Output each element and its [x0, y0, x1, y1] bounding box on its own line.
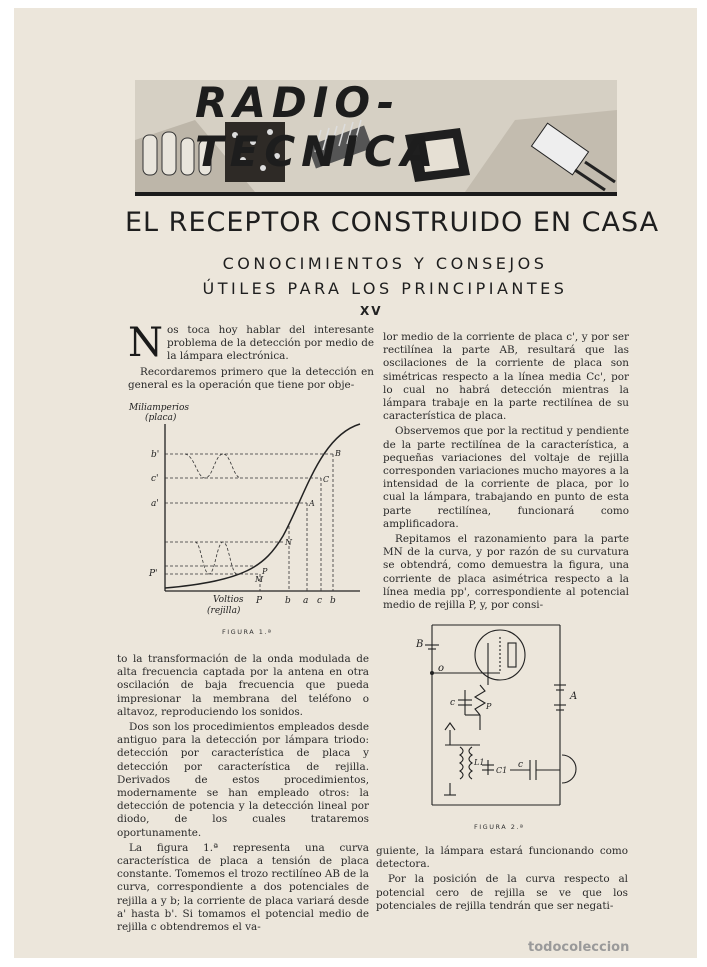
fig2-label-o: o [438, 663, 445, 674]
paragraph: to la transformación de la onda modulada de alta frecuencia captada por la antena en otra oscilación de baja frecuencia que pueda impresionar la membrana del teléfono o altavoz, reproduciendo los sonidos. [117, 653, 369, 718]
subheadline-line-1: CONOCIMIENTOS Y CONSEJOS [222, 254, 548, 273]
drop-cap: N [128, 320, 163, 366]
fig1-ylabel-line2: (placa) [145, 413, 177, 423]
fig1-point-b: B [335, 449, 341, 458]
figure-2-circuit-diagram [410, 615, 600, 815]
fig1-ytick-c-prime: c' [151, 474, 159, 484]
paragraph: Dos son los procedimientos empleados desde antiguo para la detección por lámpara triodo: detección por característica de placa y detección por característica de rejilla. Derivados de estos procedimientos, modernamente se han empleado otros: la detección de potencia y la detección lineal por diodo, de los cuales trataremos oportunamente. [117, 721, 369, 839]
fig1-ytick-a-prime: a' [151, 499, 159, 509]
fig1-point-c: C [323, 475, 330, 484]
fig1-xtick-b: b [285, 596, 291, 606]
fig2-label-a: A [570, 691, 578, 702]
figure-1-characteristic-curve [125, 396, 375, 646]
fig2-label-p: P [486, 702, 492, 711]
right-column-bottom [376, 845, 628, 915]
fig1-point-p: P [262, 567, 268, 576]
fig1-xtick-a: a [303, 596, 309, 606]
paragraph: guiente, la lámpara estará funcionando como detectora. [376, 845, 628, 871]
paragraph: os toca hoy hablar del interesante problema de la detección por medio de la lámpara electrónica. [167, 324, 374, 363]
left-column-top [128, 320, 374, 394]
left-column-bottom [117, 653, 369, 936]
paragraph: Recordaremos primero que la detección en general es la operación que tiene por obje- [128, 365, 374, 391]
part-number: XV [360, 304, 383, 318]
section-banner [135, 80, 617, 196]
fig2-label-l1: L1 [474, 758, 485, 767]
fig1-ytick-b-prime: b' [151, 450, 160, 460]
fig1-ytick-p-prime: P' [149, 569, 158, 579]
right-column-top [383, 331, 629, 614]
paragraph: Observemos que por la rectitud y pendiente de la parte rectilínea de la característica, a pequeñas variaciones del voltaje de rejilla corresponden variaciones mucho mayores a la intensidad de la corriente de placa, por lo cual la lámpara, trabajando en punto de esta parte rectilínea, funcionará como amplificadora. [383, 425, 629, 530]
fig2-label-b: B [416, 639, 424, 650]
paragraph: lor medio de la corriente de placa c', y por ser rectilínea la parte AB, resultará que las oscilaciones de la corriente de placa son simétricas respecto a la línea media Cc', por lo cual no habrá detección mientras la lámpara trabaje en la parte rectilínea de su característica de placa. [383, 331, 629, 423]
paragraph: Por la posición de la curva respecto al potencial cero de rejilla se ve que los potenciales de rejilla tendrán que ser negati- [376, 873, 628, 912]
watermark: todocoleccion [528, 940, 630, 955]
fig1-xlabel-line1: Voltios [213, 595, 244, 605]
fig1-xtick-p: P [256, 596, 263, 606]
figure-2-caption: FIGURA 2.ª [474, 823, 525, 831]
fig1-point-m: M [255, 575, 264, 584]
fig1-point-a: A [309, 499, 315, 508]
fig2-label-c-right: c [518, 760, 524, 770]
fig1-xtick-b2: b [330, 596, 336, 606]
fig2-label-c1: C1 [496, 766, 508, 775]
paragraph: Repitamos el razonamiento para la parte MN de la curva, y por razón de su curvatura se obtendrá, como demuestra la figura, una corriente de placa asimétrica respecto a la línea media pp', correspondiente al potencial medio de rejilla P, y, por consi- [383, 533, 629, 612]
fig1-ylabel-line1: Miliamperios [129, 403, 190, 413]
headline: EL RECEPTOR CONSTRUIDO EN CASA [125, 207, 660, 238]
fig1-xlabel-line2: (rejilla) [207, 606, 241, 616]
fig1-xtick-c: c [317, 596, 323, 606]
fig1-point-n: N [285, 538, 292, 547]
fig2-label-c-left: c [450, 698, 456, 708]
banner-title: RADIO-TECNICA [195, 80, 440, 176]
paragraph: La figura 1.ª representa una curva característica de placa a tensión de placa constante. Tomemos el trozo rectilíneo AB de la curva, correspondiente a dos potenciales de rejilla a y b; la corriente de placa variará desde a' hasta b'. Si tomamos el potencial medio de rejilla c obtendremos el va- [117, 841, 369, 934]
subheadline-line-2: ÚTILES PARA LOS PRINCIPIANTES [202, 279, 568, 298]
figure-1-caption: FIGURA 1.ª [222, 628, 273, 636]
